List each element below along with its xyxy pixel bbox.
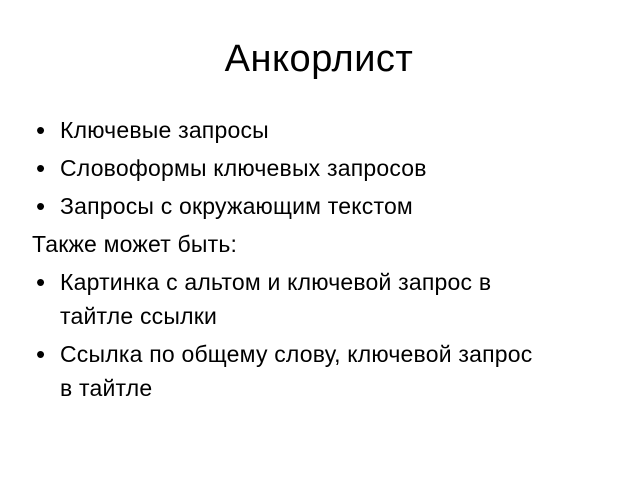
list-item-line: тайтле ссылки [60,303,218,329]
list-item-line: Запросы с окружающим текстом [60,193,413,219]
list-item [32,189,608,223]
slide-title: Анкорлист [224,38,414,80]
list-item-text [60,189,413,223]
bullet-list [32,113,608,409]
list-item-text [60,265,491,333]
bullet-marker: • [36,267,46,297]
list-item-text [60,113,269,147]
list-item-text [60,337,532,405]
list-item [32,151,608,185]
list-item-line: Также может быть: [32,231,238,257]
list-item-line: Словоформы ключевых запросов [60,155,427,181]
bullet-marker: • [36,153,46,183]
list-item [32,113,608,147]
bullet-marker: • [36,115,46,145]
list-item-line: Ссылка по общему слову, ключевой запрос [60,341,533,367]
list-item [32,227,608,261]
list-item-text [60,151,427,185]
list-item-line: в тайтле [60,375,153,401]
list-item-line: Ключевые запросы [60,117,269,143]
list-item-text [32,227,237,261]
bullet-marker: • [36,191,46,221]
list-item [32,337,608,405]
bullet-marker: • [36,339,46,369]
list-item-line: Картинка с альтом и ключевой запрос в [60,269,492,295]
list-item [32,265,608,333]
